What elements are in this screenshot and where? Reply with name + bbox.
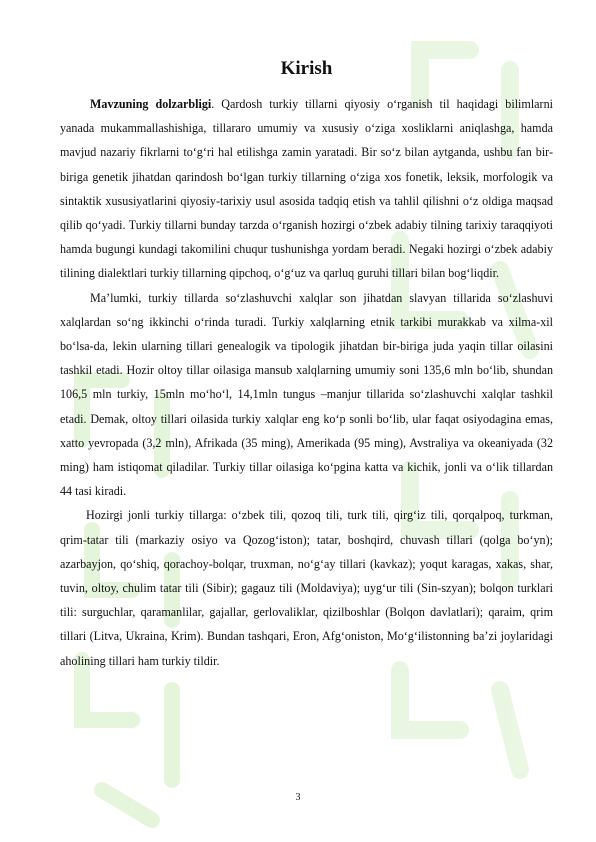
page-title: Kirish — [280, 58, 333, 79]
page-number: 3 — [295, 792, 301, 803]
paragraph-lead: Mavzuning dolzarbligi — [90, 97, 212, 111]
document-body — [60, 56, 553, 673]
paragraph-speakers: Ma’lumki, turkiy tillarda so‘zlashuvchi xalqlar son jihatdan slavyan tillarida so‘zlashuvi xalqlardan so‘ng ikkinchi o‘rinda turadi. Turkiy xalqlarning etnik tarkibi murakkab va xilma-xil bo‘lsa-da, lekin ularning tillari genealogik va tipologik jihatdan bir-biriga juda yaqin tillar oilasini tashkil etadi. Hozir oltoy tillar oilasiga mansub xalqlarning umumiy soni 135,6 mln bo‘lib, shundan 106,5 mln turkiy, 15mln mo‘ho‘l, 14,1mln tungus –manjur tillarida so‘zlashuvchi xalqlar tashkil etadi. Demak, oltoy tillari oilasida turkiy xalqlar eng ko‘p sonli bo‘lib, ular faqat osiyodagina emas, xatto yevropada (3,2 mln), Afrikada (35 ming), Amerikada (95 ming), Avstraliya va okeaniyada (32 ming) ham istiqomat qiladilar. Turkiy tillar oilasiga ko‘pgina katta va kichik, jonli va o‘lik tillardan 44 tasi kiradi. — [60, 290, 553, 499]
paragraph-text: . Qardosh turkiy tillarni qiyosiy o‘rganish til haqidagi bilimlarni yanada mukammallashishiga, tillararo umumiy va xususiy o‘ziga xosliklarni aniqlashga, hamda mavjud nazariy fikrlarni to‘g‘ri hal etilishga zamin yaratadi. Bir so‘z bilan aytganda, ushbu fan bir-biriga genetik jihatdan qarindosh bo‘lgan turkiy tillarning o‘ziga xos fonetik, leksik, morfologik va sintaktik xususiyatlarini qiyosiy-tarixiy usul asosida tadqiq etish va tahlil qilishni o‘z oldiga maqsad qilib qo‘yadi. Turkiy tillarni bunday tarzda o‘rganish hozirgi o‘zbek adabiy tilning tarixiy taraqqiyoti hamda bugungi kundagi takomilini chuqur tushunishga yordam beradi. Negaki hozirgi o‘zbek adabiy tilining dialektlari turkiy tillarning qipchoq, o‘g‘uz va qarluq guruhi tillari bilan bog‘liqdir. — [60, 97, 553, 281]
paragraph-living-languages: Hozirgi jonli turkiy tillarga: o‘zbek tili, qozoq tili, turk tili, qirg‘iz tili, qorqalpoq, turkman, qrim-tatar tili (markaziy osiyo va Qozog‘iston); tatar, boshqird, chuvash tillari (qolga bo‘yn); azarbayjon, qo‘shiq, qorachoy-bolqar, truxman, no‘g‘ay tillari (kavkaz); yoqut karagas, xakas, shar, tuvin, oltoy, chulim tatar tili (Sibir); gagauz tili (Moldaviya); uyg‘ur tili (Sin-szyan); bolqon turklari tili: surguchlar, qaramanlilar, gajallar, gerlovaliklar, qizilboshlar (Bolqon davlatlari); qaraim, qrim tillari (Litva, Ukraina, Krim). Bundan tashqari, Eron, Afg‘oniston, Mo‘g‘ilistonning ba’zi joylaridagi aholining tillari ham turkiy tildir. — [60, 508, 553, 668]
paragraph-relevance — [60, 92, 553, 286]
